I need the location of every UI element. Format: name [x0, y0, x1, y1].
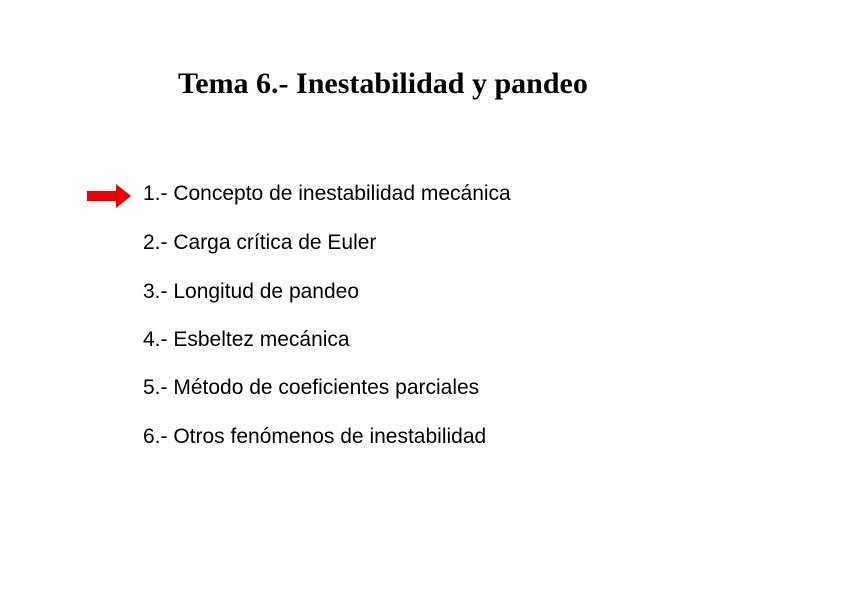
right-arrow-shape — [87, 184, 131, 208]
slide-title: Tema 6.- Inestabilidad y pandeo — [178, 67, 588, 100]
topic-item-4: 4.- Esbeltez mecánica — [143, 328, 350, 351]
topic-item-3: 3.- Longitud de pandeo — [143, 280, 360, 303]
topic-item-2: 2.- Carga crítica de Euler — [143, 231, 377, 254]
topic-item-1: 1.- Concepto de inestabilidad mecánica — [143, 182, 511, 205]
topic-item-5: 5.- Método de coeficientes parciales — [143, 376, 480, 399]
topic-item-6: 6.- Otros fenómenos de inestabilidad — [143, 425, 487, 448]
right-arrow-icon — [86, 183, 132, 209]
